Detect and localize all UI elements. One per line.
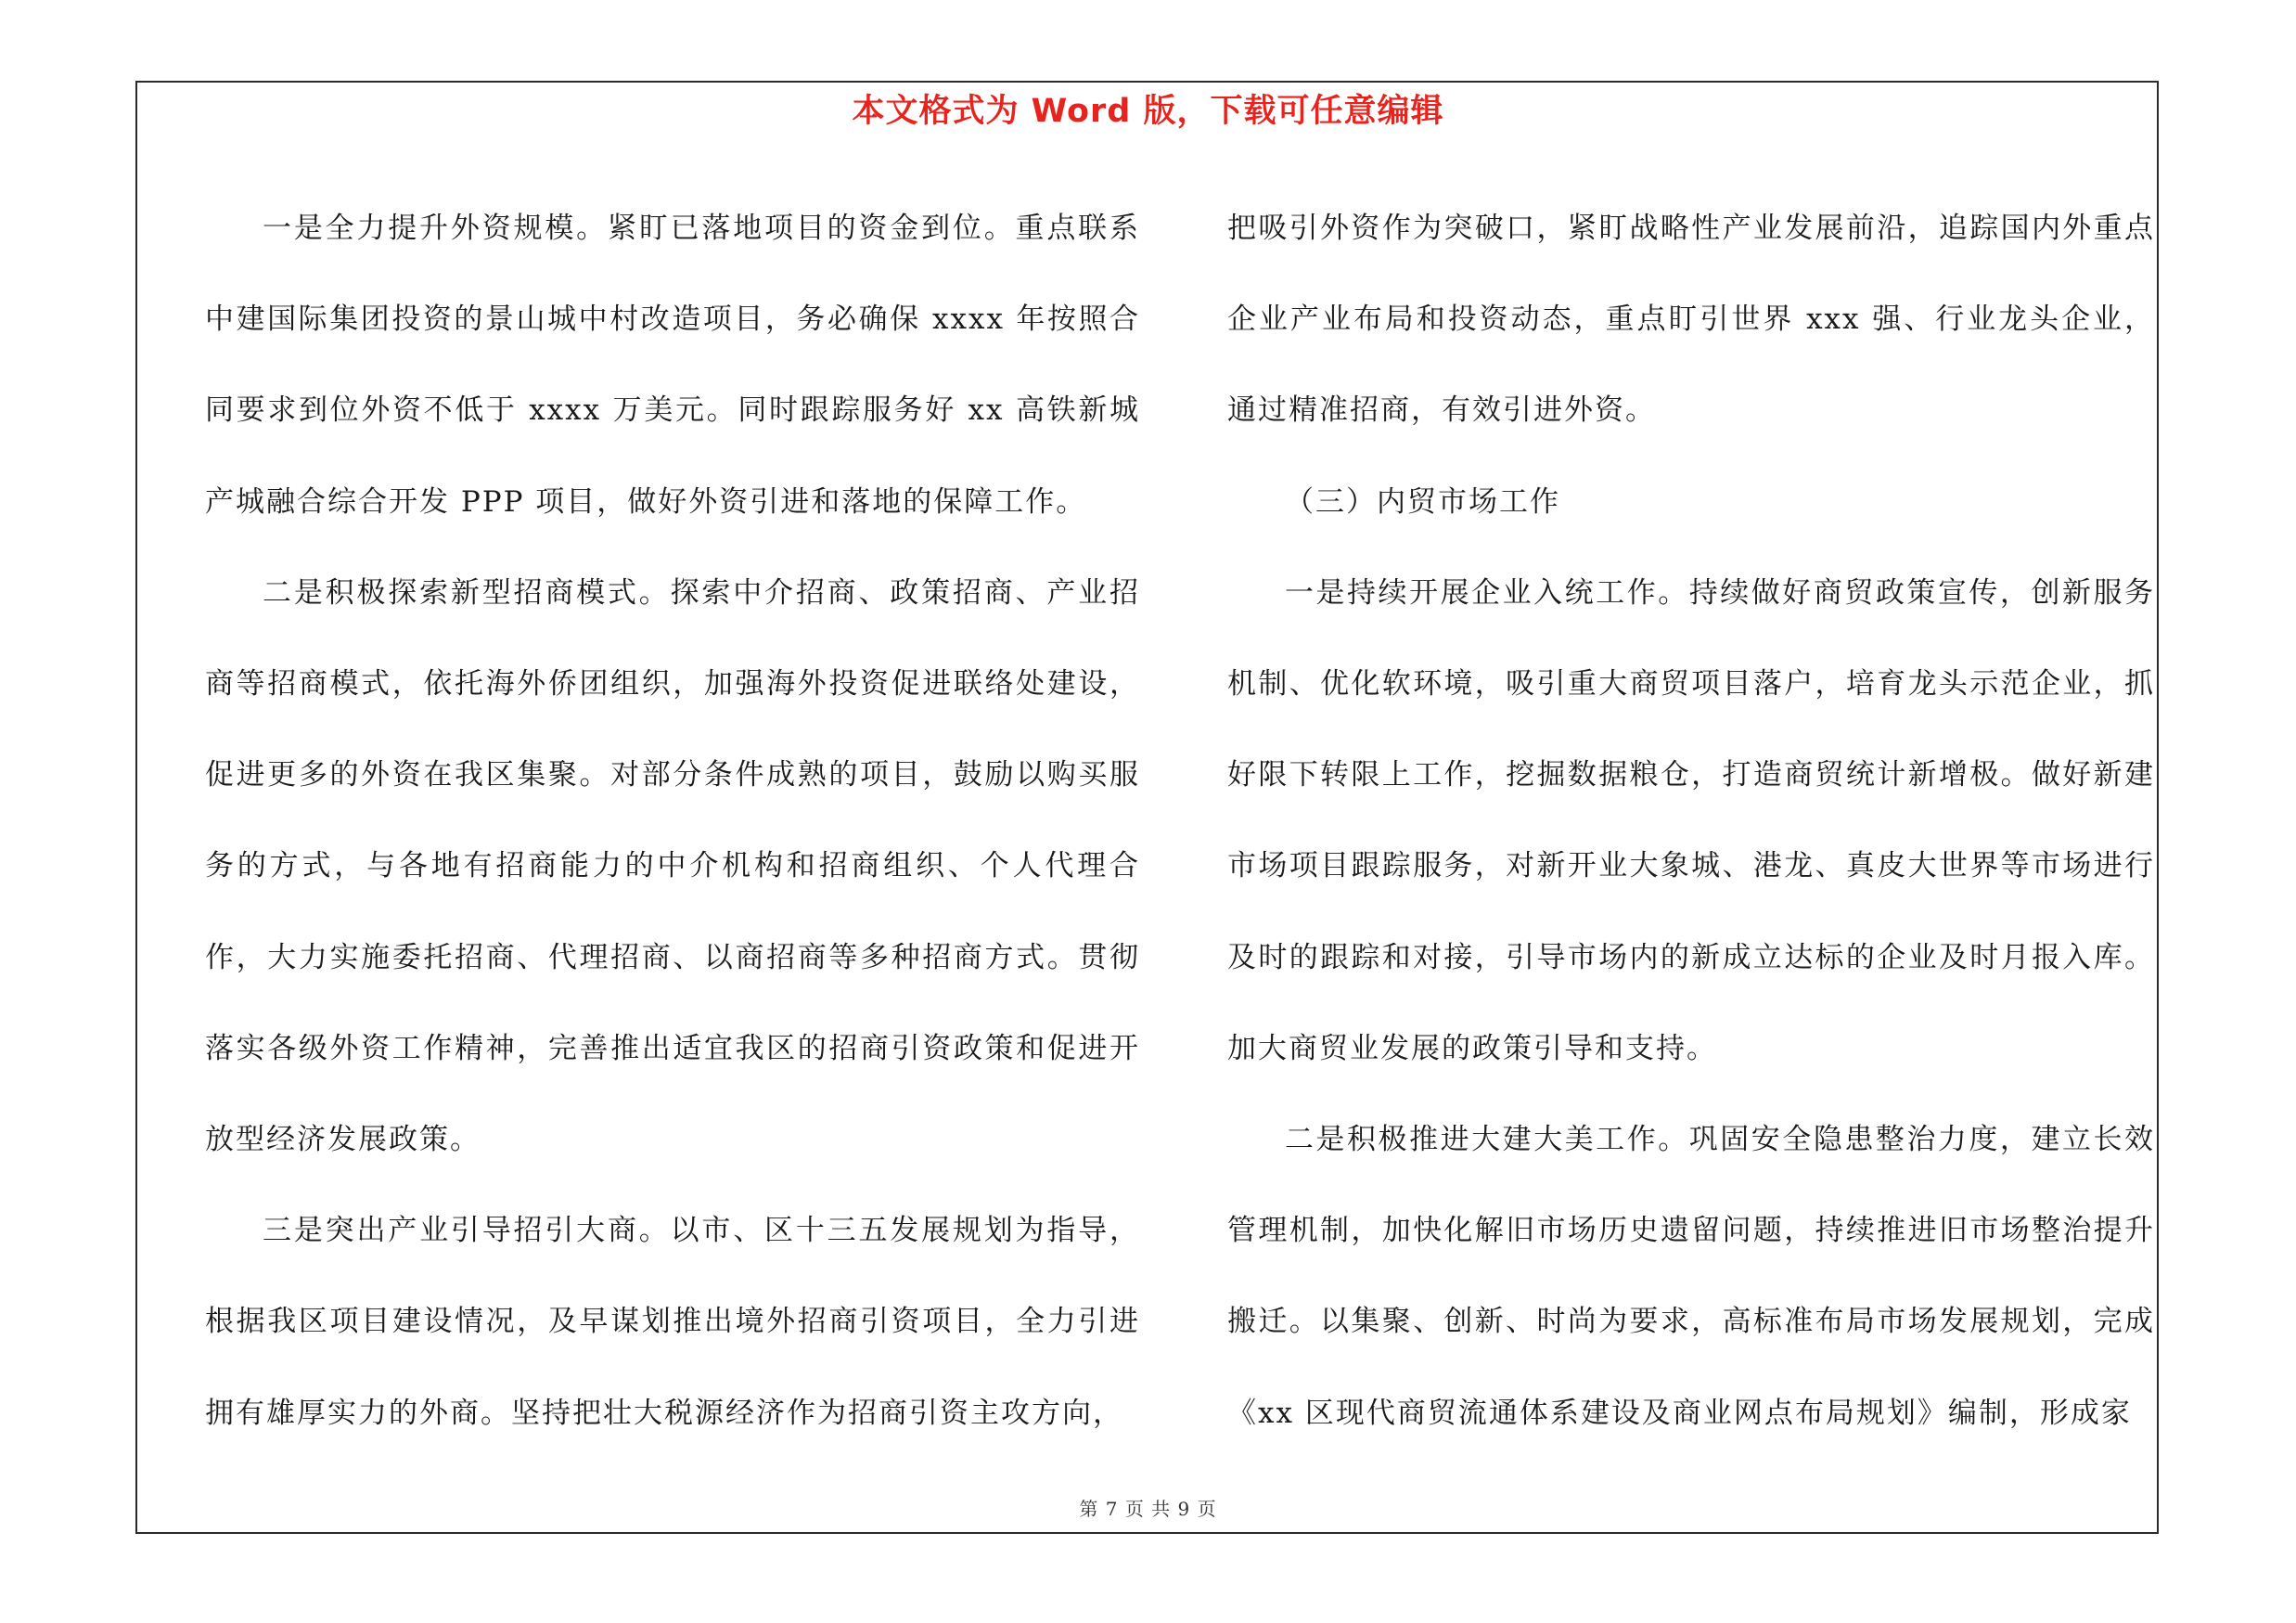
paragraph-industry-guidance: 三是突出产业引导招引大商。以市、区十三五发展规划为指导，根据我区项目建设情况，及早谋划推出境外招商引资项目，全力引进拥有雄厚实力的外商。坚持把壮大税源经济作为招商引资主攻方向， [205,1214,1140,1430]
paragraph-new-investment-model: 二是积极探索新型招商模式。探索中介招商、政策招商、产业招商等招商模式，依托海外侨团组织，加强海外投资促进联络处建设，促进更多的外资在我区集聚。对部分条件成熟的项目，鼓励以购买服务的方式，与各地有招商能力的中介机构和招商组织、个人代理合作，大力实施委托招商、代理招商、以商招商等多种招商方式。贯彻落实各级外资工作精神，完善推出适宜我区的招商引资政策和促进开放型经济发展政策。 [205,575,1140,1157]
left-text-column [205,183,1140,1459]
paragraph-enterprise-statistics: 一是持续开展企业入统工作。持续做好商贸政策宣传，创新服务机制、优化软环境，吸引重大商贸项目落户，培育龙头示范企业，抓好限下转限上工作，挖掘数据粮仓，打造商贸统计新增极。做好新建市场项目跟踪服务，对新开业大象城、港龙、真皮大世界等市场进行及时的跟踪和对接，引导市场内的新成立达标的企业及时月报入库。加大商贸业发展的政策引导和支持。 [1227,575,2155,1065]
right-text-column [1227,183,2155,1459]
page-number-footer: 第 7 页 共 9 页 [1079,1498,1217,1520]
paragraph-market-renovation: 二是积极推进大建大美工作。巩固安全隐患整治力度，建立长效管理机制，加快化解旧市场历史遗留问题，持续推进旧市场整治提升搬迁。以集聚、创新、时尚为要求，高标准布局市场发展规划，完成《xx 区现代商贸流通体系建设及商业网点布局规划》编制，形成家 [1227,1123,2155,1430]
section-heading-domestic-trade: （三）内贸市场工作 [1285,484,1560,519]
paragraph-continuation: 把吸引外资作为突破口，紧盯战略性产业发展前沿，追踪国内外重点企业产业布局和投资动态，重点盯引世界 xxx 强、行业龙头企业，通过精准招商，有效引进外资。 [1227,212,2155,428]
document-header-title: 本文格式为 Word 版，下载可任意编辑 [852,93,1444,130]
paragraph-foreign-investment-scale: 一是全力提升外资规模。紧盯已落地项目的资金到位。重点联系中建国际集团投资的景山城中村改造项目，务必确保 xxxx 年按照合同要求到位外资不低于 xxxx 万美元。同时跟踪服务好 xx 高铁新城产城融合综合开发 PPP 项目，做好外资引进和落地的保障工作。 [205,212,1140,519]
